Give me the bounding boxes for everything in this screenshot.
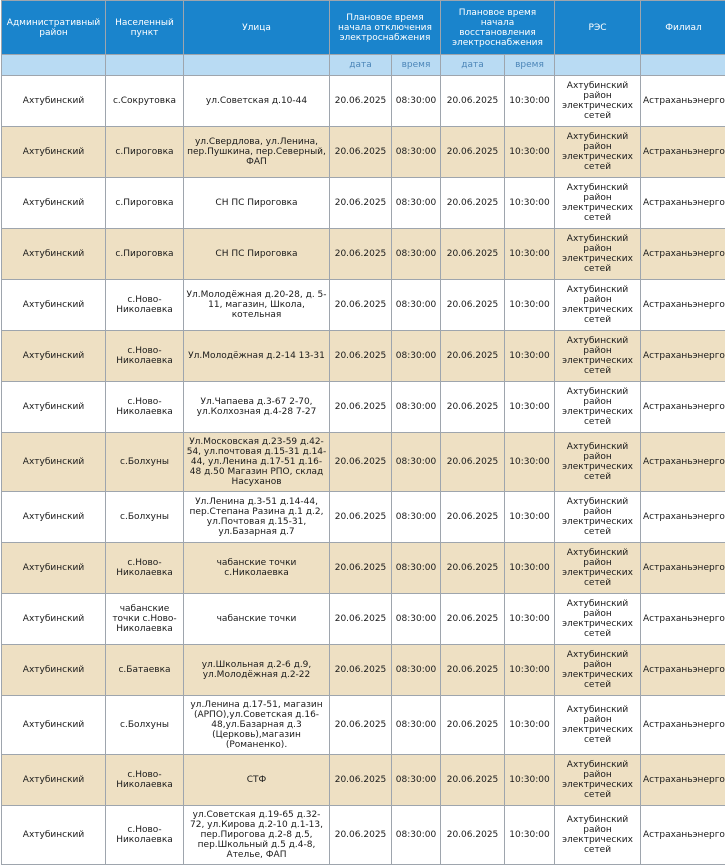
cell-res: Ахтубинский район электрических сетей — [555, 543, 641, 594]
cell-off-time: 08:30:00 — [392, 755, 441, 806]
cell-street: Ул.Молодёжная д.2-14 13-31 — [184, 331, 330, 382]
cell-on-date: 20.06.2025 — [441, 127, 505, 178]
table-row — [2, 76, 725, 127]
cell-street: СН ПС Пироговка — [184, 229, 330, 280]
cell-admin: Ахтубинский — [2, 645, 106, 696]
cell-off-date: 20.06.2025 — [330, 594, 392, 645]
cell-street: ул.Советская д.19-65 д.32-72, ул.Кирова д.2-10 д.1-13, пер.Пирогова д.2-8 д.5, пер.Школьный д.5 д.4-8, Ателье, ФАП — [184, 806, 330, 865]
cell-admin: Ахтубинский — [2, 127, 106, 178]
cell-street: Ул.Чапаева д.3-67 2-70, ул.Колхозная д.4-28 7-27 — [184, 382, 330, 433]
cell-on-time: 10:30:00 — [505, 382, 555, 433]
cell-branch: Астраханьэнерго — [641, 382, 725, 433]
cell-locality: с.Батаевка — [106, 645, 184, 696]
cell-off-date: 20.06.2025 — [330, 229, 392, 280]
cell-on-date: 20.06.2025 — [441, 331, 505, 382]
cell-off-time: 08:30:00 — [392, 433, 441, 492]
cell-off-date: 20.06.2025 — [330, 755, 392, 806]
cell-locality: с.Ново-Николаевка — [106, 806, 184, 865]
cell-on-date: 20.06.2025 — [441, 755, 505, 806]
col-on-header: Плановое время начала восстановления электроснабжения — [441, 1, 555, 55]
subheader-off-time: время — [392, 55, 441, 76]
cell-locality: с.Ново-Николаевка — [106, 382, 184, 433]
cell-street: Ул.Молодёжная д.20-28, д. 5-11, магазин, Школа, котельная — [184, 280, 330, 331]
cell-on-date: 20.06.2025 — [441, 806, 505, 865]
cell-on-time: 10:30:00 — [505, 76, 555, 127]
cell-on-time: 10:30:00 — [505, 433, 555, 492]
cell-street: ул.Свердлова, ул.Ленина, пер.Пушкина, пер.Северный, ФАП — [184, 127, 330, 178]
cell-off-date: 20.06.2025 — [330, 645, 392, 696]
table-row — [2, 594, 725, 645]
table-row — [2, 492, 725, 543]
cell-res: Ахтубинский район электрических сетей — [555, 127, 641, 178]
cell-off-time: 08:30:00 — [392, 178, 441, 229]
cell-on-time: 10:30:00 — [505, 229, 555, 280]
cell-res: Ахтубинский район электрических сетей — [555, 382, 641, 433]
cell-res: Ахтубинский район электрических сетей — [555, 755, 641, 806]
cell-off-date: 20.06.2025 — [330, 127, 392, 178]
cell-off-time: 08:30:00 — [392, 645, 441, 696]
cell-branch: Астраханьэнерго — [641, 331, 725, 382]
cell-on-date: 20.06.2025 — [441, 229, 505, 280]
cell-on-time: 10:30:00 — [505, 806, 555, 865]
cell-branch: Астраханьэнерго — [641, 806, 725, 865]
cell-branch: Астраханьэнерго — [641, 492, 725, 543]
cell-on-date: 20.06.2025 — [441, 543, 505, 594]
cell-locality: с.Ново-Николаевка — [106, 543, 184, 594]
cell-locality: с.Болхуны — [106, 433, 184, 492]
cell-on-time: 10:30:00 — [505, 543, 555, 594]
col-locality-header: Населенный пункт — [106, 1, 184, 55]
cell-admin: Ахтубинский — [2, 178, 106, 229]
col-off-header: Плановое время начала отключения электроснабжения — [330, 1, 441, 55]
cell-admin: Ахтубинский — [2, 382, 106, 433]
cell-branch: Астраханьэнерго — [641, 280, 725, 331]
cell-res: Ахтубинский район электрических сетей — [555, 696, 641, 755]
cell-on-time: 10:30:00 — [505, 594, 555, 645]
cell-on-time: 10:30:00 — [505, 280, 555, 331]
cell-off-date: 20.06.2025 — [330, 178, 392, 229]
col-res-header: РЭС — [555, 1, 641, 55]
cell-branch: Астраханьэнерго — [641, 594, 725, 645]
cell-off-date: 20.06.2025 — [330, 76, 392, 127]
cell-locality: с.Ново-Николаевка — [106, 755, 184, 806]
cell-off-date: 20.06.2025 — [330, 492, 392, 543]
cell-branch: Астраханьэнерго — [641, 696, 725, 755]
cell-locality: с.Ново-Николаевка — [106, 280, 184, 331]
cell-branch: Астраханьэнерго — [641, 229, 725, 280]
cell-off-date: 20.06.2025 — [330, 280, 392, 331]
cell-on-time: 10:30:00 — [505, 127, 555, 178]
cell-off-time: 08:30:00 — [392, 594, 441, 645]
cell-branch: Астраханьэнерго — [641, 76, 725, 127]
cell-on-date: 20.06.2025 — [441, 382, 505, 433]
cell-admin: Ахтубинский — [2, 755, 106, 806]
col-street-header: Улица — [184, 1, 330, 55]
cell-on-date: 20.06.2025 — [441, 696, 505, 755]
subheader-blank — [641, 55, 725, 76]
cell-street: ул.Школьная д.2-6 д.9, ул.Молодёжная д.2-22 — [184, 645, 330, 696]
cell-on-time: 10:30:00 — [505, 492, 555, 543]
cell-locality: с.Ново-Николаевка — [106, 331, 184, 382]
cell-admin: Ахтубинский — [2, 433, 106, 492]
cell-res: Ахтубинский район электрических сетей — [555, 645, 641, 696]
cell-off-time: 08:30:00 — [392, 382, 441, 433]
cell-locality: с.Пироговка — [106, 178, 184, 229]
cell-admin: Ахтубинский — [2, 696, 106, 755]
cell-street: чабанские точки — [184, 594, 330, 645]
cell-on-time: 10:30:00 — [505, 331, 555, 382]
cell-off-time: 08:30:00 — [392, 280, 441, 331]
cell-street: СТФ — [184, 755, 330, 806]
cell-off-time: 08:30:00 — [392, 76, 441, 127]
subheader-blank — [184, 55, 330, 76]
cell-street: ул.Ленина д.17-51, магазин (АРПО),ул.Советская д.16-48,ул.Базарная д.3 (Церковь),магазин (Романенко). — [184, 696, 330, 755]
cell-locality: с.Сокрутовка — [106, 76, 184, 127]
cell-admin: Ахтубинский — [2, 229, 106, 280]
subheader-row — [2, 55, 725, 76]
table-row — [2, 178, 725, 229]
cell-off-time: 08:30:00 — [392, 229, 441, 280]
cell-on-time: 10:30:00 — [505, 178, 555, 229]
cell-locality: чабанские точки с.Ново-Николаевка — [106, 594, 184, 645]
cell-on-time: 10:30:00 — [505, 645, 555, 696]
table-row — [2, 433, 725, 492]
cell-admin: Ахтубинский — [2, 806, 106, 865]
header-row — [2, 1, 725, 55]
table-row — [2, 127, 725, 178]
table-row — [2, 280, 725, 331]
cell-locality: с.Пироговка — [106, 127, 184, 178]
subheader-blank — [555, 55, 641, 76]
cell-off-date: 20.06.2025 — [330, 696, 392, 755]
cell-res: Ахтубинский район электрических сетей — [555, 433, 641, 492]
subheader-on-date: дата — [441, 55, 505, 76]
cell-admin: Ахтубинский — [2, 492, 106, 543]
cell-on-time: 10:30:00 — [505, 696, 555, 755]
table-row — [2, 229, 725, 280]
cell-on-date: 20.06.2025 — [441, 433, 505, 492]
table-row — [2, 806, 725, 865]
cell-off-date: 20.06.2025 — [330, 543, 392, 594]
cell-on-date: 20.06.2025 — [441, 645, 505, 696]
cell-branch: Астраханьэнерго — [641, 645, 725, 696]
cell-off-date: 20.06.2025 — [330, 382, 392, 433]
cell-on-date: 20.06.2025 — [441, 594, 505, 645]
table-row — [2, 696, 725, 755]
subheader-blank — [2, 55, 106, 76]
cell-street: СН ПС Пироговка — [184, 178, 330, 229]
cell-off-date: 20.06.2025 — [330, 331, 392, 382]
cell-branch: Астраханьэнерго — [641, 755, 725, 806]
cell-off-time: 08:30:00 — [392, 331, 441, 382]
cell-branch: Астраханьэнерго — [641, 433, 725, 492]
cell-res: Ахтубинский район электрических сетей — [555, 806, 641, 865]
cell-on-time: 10:30:00 — [505, 755, 555, 806]
outage-schedule-table — [1, 0, 725, 865]
cell-on-date: 20.06.2025 — [441, 280, 505, 331]
table-row — [2, 543, 725, 594]
col-admin-header: Административный район — [2, 1, 106, 55]
table-body — [2, 76, 725, 865]
cell-on-date: 20.06.2025 — [441, 76, 505, 127]
cell-street: Ул.Ленина д.3-51 д.14-44, пер.Степана Разина д.1 д.2, ул.Почтовая д.15-31, ул.Базарная д.7 — [184, 492, 330, 543]
table-row — [2, 331, 725, 382]
cell-off-time: 08:30:00 — [392, 806, 441, 865]
cell-admin: Ахтубинский — [2, 331, 106, 382]
cell-street: чабанские точки с.Николаевка — [184, 543, 330, 594]
cell-street: ул.Советская д.10-44 — [184, 76, 330, 127]
table-row — [2, 645, 725, 696]
table-row — [2, 755, 725, 806]
cell-res: Ахтубинский район электрических сетей — [555, 76, 641, 127]
cell-on-date: 20.06.2025 — [441, 492, 505, 543]
cell-off-time: 08:30:00 — [392, 696, 441, 755]
cell-branch: Астраханьэнерго — [641, 543, 725, 594]
subheader-blank — [106, 55, 184, 76]
cell-off-time: 08:30:00 — [392, 492, 441, 543]
cell-res: Ахтубинский район электрических сетей — [555, 178, 641, 229]
table-header — [2, 1, 725, 76]
cell-admin: Ахтубинский — [2, 594, 106, 645]
subheader-on-time: время — [505, 55, 555, 76]
cell-off-time: 08:30:00 — [392, 127, 441, 178]
cell-res: Ахтубинский район электрических сетей — [555, 331, 641, 382]
cell-res: Ахтубинский район электрических сетей — [555, 229, 641, 280]
cell-street: Ул.Московская д.23-59 д.42-54, ул.почтовая д.15-31 д.14-44, ул.Ленина д.17-51 д.16-48 д.50 Магазин РПО, склад Насуханов — [184, 433, 330, 492]
col-branch-header: Филиал — [641, 1, 725, 55]
cell-locality: с.Болхуны — [106, 492, 184, 543]
cell-res: Ахтубинский район электрических сетей — [555, 594, 641, 645]
cell-admin: Ахтубинский — [2, 76, 106, 127]
cell-res: Ахтубинский район электрических сетей — [555, 280, 641, 331]
cell-locality: с.Болхуны — [106, 696, 184, 755]
cell-branch: Астраханьэнерго — [641, 178, 725, 229]
cell-locality: с.Пироговка — [106, 229, 184, 280]
cell-off-date: 20.06.2025 — [330, 806, 392, 865]
subheader-off-date: дата — [330, 55, 392, 76]
cell-admin: Ахтубинский — [2, 543, 106, 594]
cell-off-date: 20.06.2025 — [330, 433, 392, 492]
cell-admin: Ахтубинский — [2, 280, 106, 331]
table-row — [2, 382, 725, 433]
cell-branch: Астраханьэнерго — [641, 127, 725, 178]
cell-on-date: 20.06.2025 — [441, 178, 505, 229]
cell-res: Ахтубинский район электрических сетей — [555, 492, 641, 543]
cell-off-time: 08:30:00 — [392, 543, 441, 594]
